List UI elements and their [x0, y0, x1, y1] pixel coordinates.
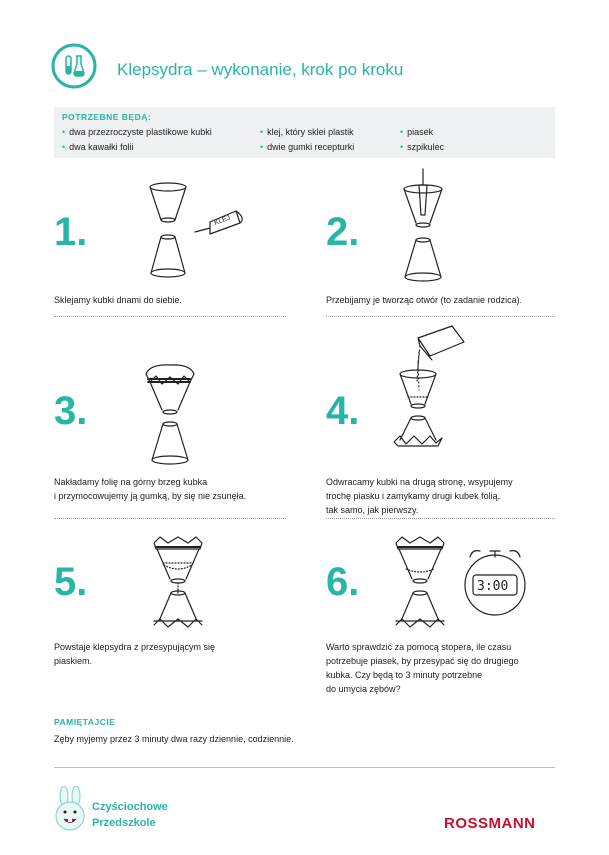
glue-label: KLEJ	[213, 214, 232, 227]
test-tubes-icon	[51, 43, 97, 89]
glued-cups-illustration	[140, 180, 260, 285]
brand-logo: Czyściochowe Przedszkole	[92, 801, 168, 829]
materials-item: • dwa kawałki folii	[62, 142, 134, 152]
piercing-cups-illustration	[396, 165, 456, 285]
page-title: Klepsydra – wykonanie, krok po kroku	[117, 60, 404, 79]
materials-item: • klej, który sklei plastik	[260, 127, 354, 137]
materials-item: • szpikulec	[400, 142, 445, 152]
divider	[326, 518, 555, 519]
rossmann-logo: ROSSMANN	[444, 815, 536, 832]
step-caption: Odwracamy kubki na drugą stronę, wsypujemy trochę piasku i zamykamy drugi kubek folią, tak samo, jak pierwszy.	[326, 477, 513, 515]
step-caption: Sklejamy kubki dnami do siebie.	[54, 295, 183, 305]
materials-item: • dwie gumki recepturki	[260, 142, 355, 152]
step-number: 1.	[54, 210, 88, 254]
timer-display: 3:00	[477, 579, 509, 594]
foil-cup-illustration	[140, 362, 200, 467]
remember-title: PAMIĘTAJCIE	[54, 717, 116, 727]
footer-divider	[54, 767, 555, 768]
hourglass-illustration	[390, 535, 450, 635]
bunny-mascot-icon	[52, 786, 88, 836]
divider	[54, 316, 286, 317]
divider	[54, 518, 286, 519]
materials-title: POTRZEBNE BĘDĄ:	[62, 112, 152, 122]
step-number: 2.	[326, 210, 360, 254]
step-caption: Powstaje klepsydra z przesypującym się piaskiem.	[54, 642, 216, 666]
step-caption: Przebijamy je tworząc otwór (to zadanie rodzica).	[326, 295, 523, 305]
divider	[326, 316, 555, 317]
step-number: 3.	[54, 389, 88, 433]
pouring-sand-illustration	[390, 322, 470, 452]
step-caption: Nakładamy folię na górny brzeg kubka i przymocowujemy ją gumką, by się nie zsunęła.	[54, 477, 247, 501]
hourglass-illustration	[148, 535, 208, 635]
step-caption: Warto sprawdzić za pomocą stopera, ile czasu potrzebuje piasek, by przesypać się do drugiego kubka. Czy będą to 3 minuty potrzebne do umycia zębów?	[326, 642, 519, 694]
step-number: 5.	[54, 560, 88, 604]
step-number: 6.	[326, 560, 360, 604]
stopwatch-icon	[460, 545, 530, 620]
step-number: 4.	[326, 389, 360, 433]
materials-item: • dwa przezroczyste plastikowe kubki	[62, 127, 212, 137]
remember-text: Zęby myjemy przez 3 minuty dwa razy dziennie, codziennie.	[54, 734, 294, 744]
materials-item: • piasek	[400, 127, 434, 137]
